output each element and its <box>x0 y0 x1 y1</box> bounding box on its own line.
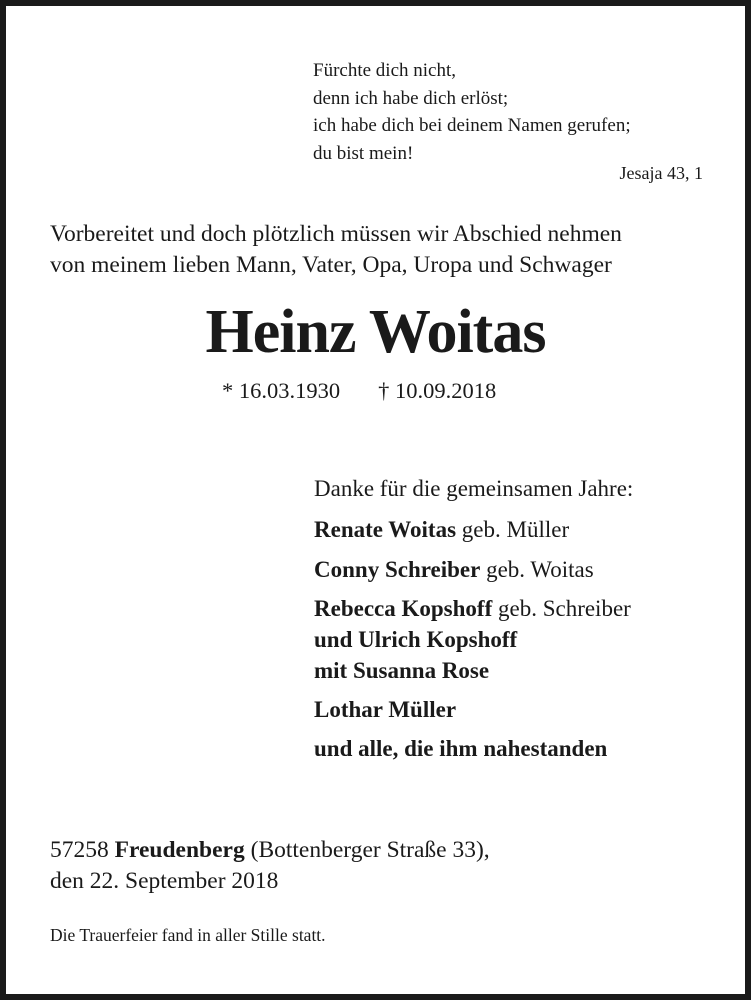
verse-line: ich habe dich bei deinem Namen gerufen; <box>313 115 631 136</box>
thanks-line: Danke für die gemeinsamen Jahre: <box>314 476 634 501</box>
family-member-name: Conny Schreiber <box>314 557 481 582</box>
verse-reference: Jesaja 43, 1 <box>619 163 703 183</box>
address-line <box>50 835 490 866</box>
family-member <box>314 655 489 686</box>
family-member-birthname: geb. Schreiber <box>492 596 631 621</box>
intro-line: von meinem lieben Mann, Vater, Opa, Uropa und Schwager <box>50 252 612 278</box>
family-member-name: Rebecca Kopshoff <box>314 596 493 621</box>
family-member-name: und alle, die ihm nahestanden <box>314 736 608 761</box>
family-member-birthname: geb. Müller <box>456 517 570 542</box>
family-member-birthname: geb. Woitas <box>480 557 594 582</box>
footer-note: Die Trauerfeier fand in aller Stille statt. <box>50 925 326 945</box>
death-date: † 10.09.2018 <box>378 378 497 403</box>
family-member-name: mit Susanna Rose <box>314 658 490 683</box>
family-member-name: Lothar Müller <box>314 697 457 722</box>
family-member-name: Renate Woitas <box>314 517 457 542</box>
family-member <box>314 694 456 725</box>
deceased-name: Heinz Woitas <box>205 298 546 366</box>
verse-line: du bist mein! <box>313 142 414 164</box>
family-member <box>314 733 607 764</box>
life-dates <box>222 378 496 404</box>
street: (Bottenberger Straße 33), <box>250 837 490 863</box>
family-member <box>314 593 631 624</box>
bible-verse <box>313 57 631 167</box>
verse-line: denn ich habe dich erlöst; <box>313 87 509 109</box>
birth-date: * 16.03.1930 <box>222 378 341 403</box>
address-block <box>50 835 490 897</box>
family-member-name: und Ulrich Kopshoff <box>314 627 518 652</box>
intro-text <box>50 219 622 281</box>
family-member <box>314 624 517 655</box>
intro-line: Vorbereitet und doch plötzlich müssen wir Abschied nehmen <box>50 221 622 247</box>
date-line: den 22. September 2018 <box>50 868 279 894</box>
verse-line: Fürchte dich nicht, <box>313 60 456 81</box>
city: Freudenberg <box>114 837 245 863</box>
family-member <box>314 514 569 545</box>
zip-code: 57258 <box>50 837 109 863</box>
family-member <box>314 554 594 585</box>
